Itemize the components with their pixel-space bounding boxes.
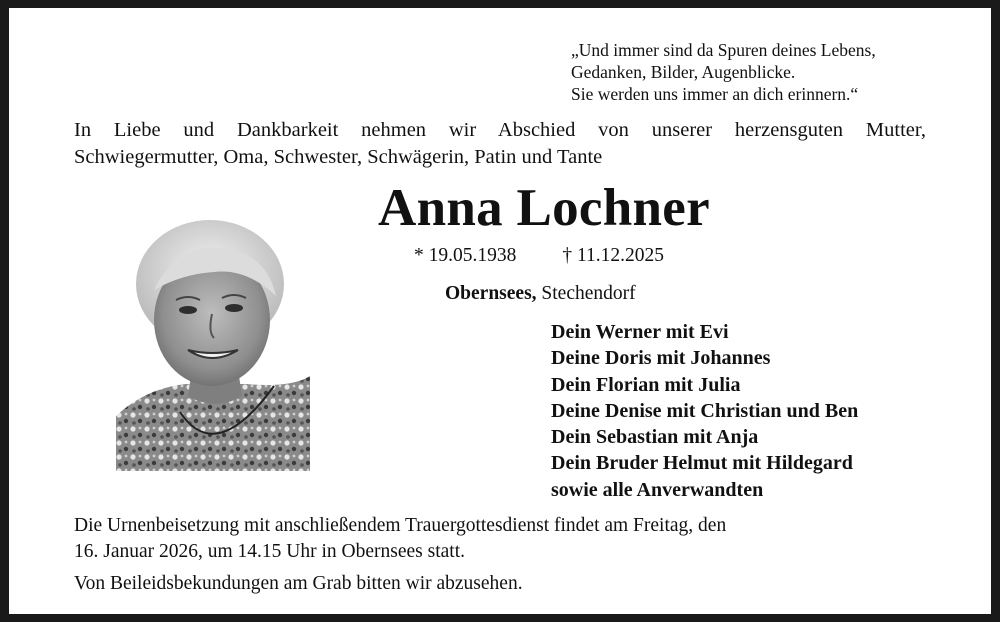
intro-line: In Liebe und Dankbarkeit nehmen wir Abschied von unserer herzensguten Mutter, [74,119,926,141]
mourner: sowie alle Anverwandten [551,478,764,501]
portrait-photo [116,216,310,471]
residence-primary: Obernsees, [445,283,537,304]
service-line: 16. Januar 2026, um 14.15 Uhr in Obernsees statt. [74,541,466,562]
mourners-list [551,319,858,503]
life-dates [414,244,664,268]
intro-line: Schwiegermutter, Oma, Schwester, Schwägerin, Patin und Tante [74,146,603,168]
quote-line: „Und immer sind da Spuren deines Lebens, [571,40,876,60]
birth-date: * 19.05.1938 [414,245,517,266]
condolence-note: Von Beileidsbekundungen am Grab bitten wir abzusehen. [74,573,523,594]
service-line: Die Urnenbeisetzung mit anschließendem Trauergottesdienst findet am Freitag, den [74,515,727,536]
memorial-quote [571,39,876,105]
service-details [74,513,726,597]
mourner: Dein Florian mit Julia [551,373,741,396]
residence-secondary: Stechendorf [536,283,636,304]
mourner: Dein Bruder Helmut mit Hildegard [551,452,853,475]
residence [445,282,636,306]
mourner: Deine Denise mit Christian und Ben [551,399,859,422]
deceased-name: Anna Lochner [378,179,710,237]
mourner: Dein Werner mit Evi [551,321,729,343]
quote-line: Sie werden uns immer an dich erinnern.“ [571,84,859,104]
mourner: Deine Doris mit Johannes [551,347,771,370]
intro-text [74,117,926,171]
mourner: Dein Sebastian mit Anja [551,426,759,449]
death-date: † 11.12.2025 [562,245,665,266]
quote-line: Gedanken, Bilder, Augenblicke. [571,62,796,82]
